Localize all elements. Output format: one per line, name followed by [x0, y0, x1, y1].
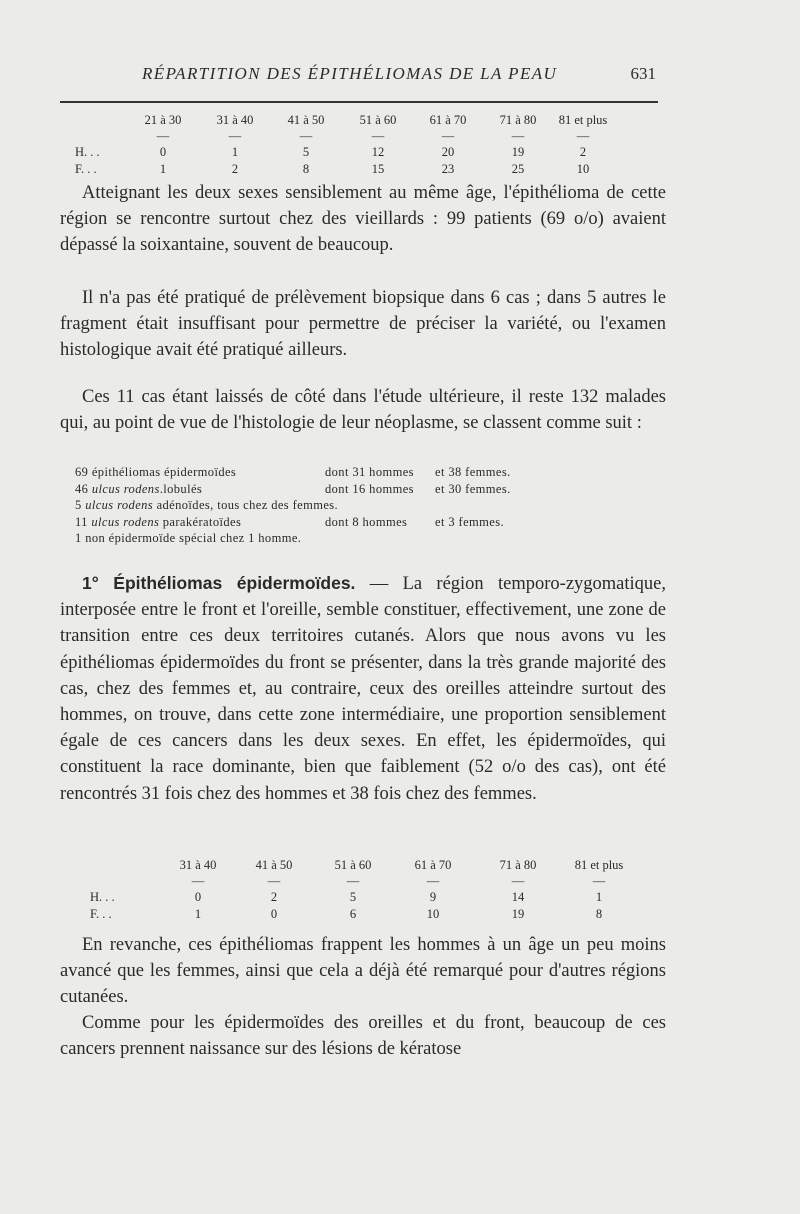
- table-cell: 2: [579, 145, 587, 159]
- paragraph-text: — La région temporo-zygomatique, interposée entre le front et l'oreille, semble constituer, effectivement, une zone de transition entre ces deux territoires cutanés. Alors que nous avons vu les épithéliomas épidermoïdes du front se présenter, dans la très grande majorité des cas, chez des femmes et, au contraire, ceux des oreilles atteindre surtout des hommes, on trouve, dans cette zone intermédiaire, une proportion sensiblement égale de ces cancers dans les deux sexes. En effet, les épidermoïdes, qui constituent la race dominante, bien que faiblement (52 o/o des cas), ont été rencontrés 31 fois chez des hommes et 38 fois chez des femmes.: [60, 574, 666, 804]
- column-header: 21 à 30: [144, 113, 182, 127]
- paragraph: En revanche, ces épithéliomas frappent les hommes à un âge un peu moins avancé que les femmes, ainsi que cela a déjà été remarqué pour d'autres régions cutanées.: [60, 935, 666, 1008]
- tumor-type-italic: ulcus rodens: [85, 498, 154, 513]
- count: 1: [75, 531, 82, 546]
- column-header: 41 à 50: [255, 858, 293, 872]
- tumor-subtype: parakératoïdes: [159, 514, 242, 529]
- running-title: RÉPARTITION DES ÉPITHÉLIOMAS DE LA PEAU: [142, 64, 558, 83]
- table-cell: 14: [511, 890, 525, 904]
- count: 69: [75, 465, 89, 479]
- table-row-men: [75, 144, 613, 161]
- table-cell: 1: [159, 162, 167, 176]
- section-heading: 1° Épithéliomas épidermoïdes.: [82, 573, 356, 593]
- table-cell: 10: [576, 162, 590, 176]
- tumor-type-italic: ulcus rodens: [91, 481, 160, 496]
- table-cell: 19: [511, 907, 525, 921]
- page-header: [60, 62, 658, 88]
- row-label: H. . .: [75, 145, 100, 159]
- paragraph: Comme pour les épidermoïdes des oreilles et du front, beaucoup de ces cancers prennent naissance sur des lésions de kératose: [60, 1013, 666, 1060]
- dash: —: [441, 129, 455, 143]
- men-count: dont 31 hommes: [325, 465, 414, 479]
- table-cell: 5: [349, 890, 357, 904]
- classification-list: [75, 464, 511, 547]
- table-cell: 6: [349, 907, 357, 921]
- column-header: 81 et plus: [558, 113, 608, 127]
- men-count: dont 8 hommes: [325, 514, 408, 529]
- dash: —: [511, 874, 525, 888]
- count: 5: [75, 498, 82, 513]
- dash: —: [267, 874, 281, 888]
- age-table-1: [75, 112, 613, 178]
- women-count: et 3 femmes.: [435, 514, 505, 529]
- table-cell: 1: [595, 890, 603, 904]
- dash: —: [299, 129, 313, 143]
- table-row-men: [90, 889, 634, 906]
- paragraph: [60, 570, 666, 807]
- list-item: [75, 514, 505, 531]
- count: 11: [75, 514, 88, 529]
- dash: —: [346, 874, 360, 888]
- table-cell: 0: [270, 907, 278, 921]
- table-cell: 23: [441, 162, 455, 176]
- column-header: 41 à 50: [287, 113, 325, 127]
- count: 46: [75, 481, 89, 496]
- dash: —: [426, 874, 440, 888]
- column-header: 61 à 70: [429, 113, 467, 127]
- table-header-row: [75, 112, 613, 129]
- table-cell: 10: [426, 907, 440, 921]
- table-cell: 25: [511, 162, 525, 176]
- tumor-subtype: adénoïdes, tous chez des femmes.: [153, 498, 339, 513]
- column-header: 31 à 40: [179, 858, 217, 872]
- paragraph: Ces 11 cas étant laissés de côté dans l'étude ultérieure, il reste 132 malades qui, au point de vue de l'histologie de leur néoplasme, se classent comme suit :: [60, 387, 666, 434]
- women-count: et 30 femmes.: [435, 481, 511, 496]
- column-header: 81 et plus: [574, 858, 624, 872]
- paragraph: Il n'a pas été pratiqué de prélèvement biopsique dans 6 cas ; dans 5 autres le fragment était insuffisant pour permettre de préciser la variété, ou l'examen histologique avait été pratiqué ailleurs.: [60, 288, 666, 361]
- age-table-2: [90, 857, 634, 923]
- row-label: F. . .: [75, 162, 97, 176]
- column-header: 61 à 70: [414, 858, 452, 872]
- table-cell: 5: [302, 145, 310, 159]
- dash: —: [156, 129, 170, 143]
- column-header: 51 à 60: [359, 113, 397, 127]
- table-row-women: [75, 161, 613, 178]
- table-cell: 0: [159, 145, 167, 159]
- column-header: 31 à 40: [216, 113, 254, 127]
- table-cell: 9: [429, 890, 437, 904]
- tumor-type: non épidermoïde spécial chez 1 homme.: [85, 531, 302, 546]
- men-count: dont 16 hommes: [325, 481, 414, 496]
- table-cell: 20: [441, 145, 455, 159]
- list-item: [75, 464, 511, 481]
- table-cell: 2: [270, 890, 278, 904]
- tumor-type-italic: ulcus rodens: [91, 514, 160, 529]
- dash: —: [191, 874, 205, 888]
- table-cell: 12: [371, 145, 385, 159]
- dash: —: [592, 874, 606, 888]
- table-cell: 8: [595, 907, 603, 921]
- table-row-women: [90, 906, 634, 923]
- table-cell: 1: [231, 145, 239, 159]
- column-header: 71 à 80: [499, 858, 537, 872]
- dash: —: [576, 129, 590, 143]
- header-rule: [60, 101, 658, 103]
- dash: —: [228, 129, 242, 143]
- row-label: H. . .: [90, 890, 115, 904]
- list-item: [75, 481, 511, 498]
- table-cell: 15: [371, 162, 385, 176]
- dash-row: [90, 874, 634, 889]
- table-cell: 19: [511, 145, 525, 159]
- column-header: 71 à 80: [499, 113, 537, 127]
- column-header: 51 à 60: [334, 858, 372, 872]
- list-item: [75, 497, 338, 514]
- table-cell: 8: [302, 162, 310, 176]
- tumor-type: épithéliomas épidermoïdes: [91, 465, 237, 479]
- page-number: 631: [630, 64, 656, 83]
- table-cell: 2: [231, 162, 239, 176]
- dash-row: [75, 129, 613, 144]
- list-item: [75, 530, 338, 547]
- tumor-subtype: .lobulés: [159, 481, 203, 496]
- table-cell: 0: [194, 890, 202, 904]
- dash: —: [511, 129, 525, 143]
- dash: —: [371, 129, 385, 143]
- row-label: F. . .: [90, 907, 112, 921]
- women-count: et 38 femmes.: [435, 465, 511, 479]
- table-cell: 1: [194, 907, 202, 921]
- paragraph: Atteignant les deux sexes sensiblement au même âge, l'épithélioma de cette région se rencontre surtout chez des vieillards : 99 patients (69 o/o) avaient dépassé la soixantaine, souvent de beaucoup.: [60, 183, 666, 256]
- table-header-row: [90, 857, 634, 874]
